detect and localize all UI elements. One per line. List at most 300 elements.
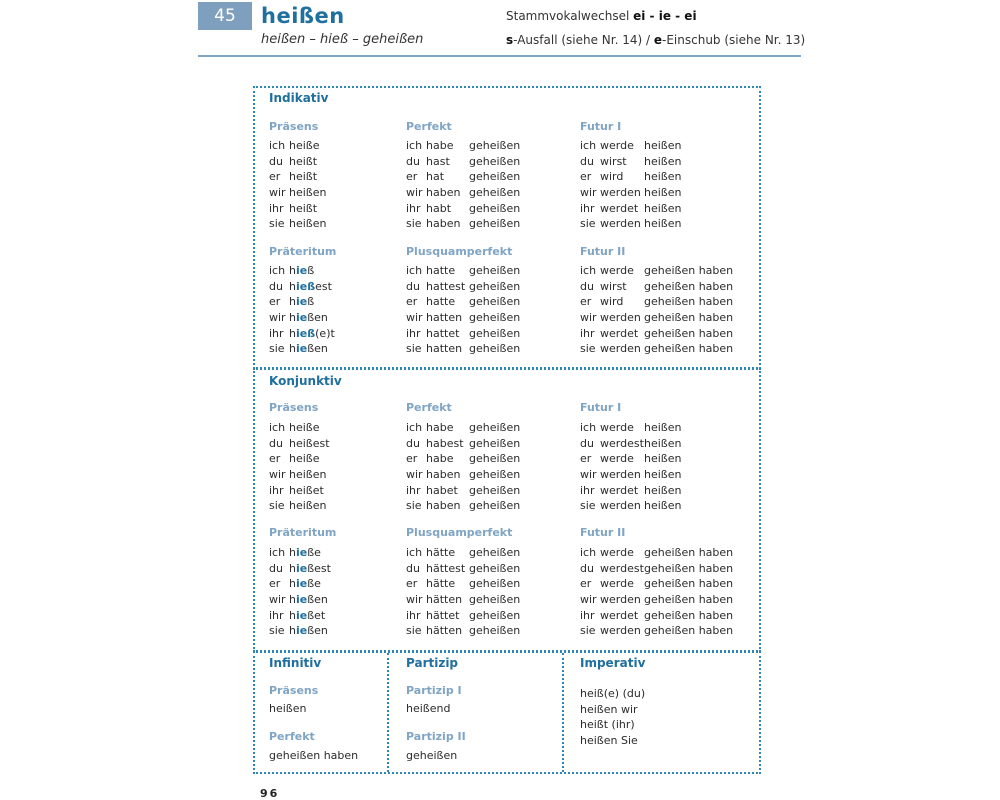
pronoun: sie <box>269 499 285 513</box>
verb-ending: ßet <box>307 608 326 622</box>
participle-form: geheißen haben <box>644 624 734 638</box>
pronoun: wir <box>269 311 286 325</box>
auxiliary-verb: haben <box>426 468 461 482</box>
conjugation-row <box>406 545 520 561</box>
participle-form: geheißen <box>469 326 521 340</box>
auxiliary-verb: hatten <box>426 342 463 356</box>
pronoun: ihr <box>580 326 595 340</box>
pronoun: wir <box>406 186 423 200</box>
pronoun: wir <box>406 468 423 482</box>
pronoun: ihr <box>269 201 284 215</box>
conjugation-row: heißt (ihr) <box>580 718 635 732</box>
vowel-change-highlight: ieß <box>295 279 316 293</box>
auxiliary-verb: habt <box>426 201 452 215</box>
verb-form: heißen <box>289 499 327 513</box>
pronoun: ich <box>580 421 597 434</box>
stem-change-note <box>506 9 697 23</box>
pronoun: ich <box>580 264 597 277</box>
auxiliary-verb: hätte <box>426 577 456 591</box>
conjugation-row <box>269 279 335 295</box>
auxiliary-verb: habest <box>426 436 464 450</box>
conjugation-row <box>406 576 520 592</box>
auxiliary-verb: werde <box>600 264 634 277</box>
pronoun: sie <box>406 217 422 231</box>
verb-stem: h <box>289 326 296 340</box>
verb-form: heißen <box>289 217 327 231</box>
pronoun: ich <box>406 546 423 559</box>
konj-praesens-title: Präsens <box>269 401 319 414</box>
participle-form: geheißen <box>469 170 521 184</box>
pronoun: er <box>406 577 418 591</box>
conjugation-row <box>406 169 520 185</box>
pronoun: ich <box>406 139 423 152</box>
verb-ending: ßen <box>307 311 328 325</box>
auxiliary-verb: hätte <box>426 546 456 559</box>
participle-form: geheißen <box>469 421 521 434</box>
conjugation-row <box>580 201 681 217</box>
verb-stem: h <box>289 577 296 591</box>
auxiliary-verb: wird <box>600 170 624 184</box>
indikativ-title: Indikativ <box>269 91 329 105</box>
auxiliary-verb: werden <box>600 217 641 231</box>
pronoun: sie <box>406 342 422 356</box>
conjugation-row <box>406 483 520 499</box>
partizip2-value: geheißen <box>406 749 458 762</box>
participle-form: heißen <box>644 201 682 215</box>
inf-perfekt-title: Perfekt <box>269 730 315 743</box>
participle-form: geheißen haben <box>644 577 734 591</box>
inf-praesens-value: heißen <box>269 702 307 715</box>
conjugation-row <box>406 467 520 483</box>
conjugation-row <box>406 263 520 279</box>
pronoun: wir <box>580 593 597 607</box>
conjugation-row <box>580 498 681 514</box>
vowel-change-highlight: ie <box>295 295 308 309</box>
auxiliary-verb: hättet <box>426 608 460 622</box>
auxiliary-verb: haben <box>426 186 461 200</box>
forms-section <box>253 651 761 774</box>
pronoun: sie <box>269 342 285 356</box>
pronoun: du <box>406 154 420 168</box>
pronoun: sie <box>406 499 422 513</box>
pronoun: er <box>406 170 418 184</box>
auxiliary-verb: hast <box>426 154 450 168</box>
vowel-change-highlight: ie <box>295 624 308 638</box>
konjunktiv-section <box>253 368 761 652</box>
pronoun: ich <box>269 139 286 152</box>
pronoun: du <box>580 561 594 575</box>
conjugation-row <box>269 576 331 592</box>
verb-ending: ßen <box>307 624 328 638</box>
ind-praeteritum-title: Präteritum <box>269 245 337 258</box>
conjugation-row <box>406 592 520 608</box>
vowel-change-highlight: ie <box>295 577 308 591</box>
auxiliary-verb: werdest <box>600 436 644 450</box>
vowel-change-highlight: ie <box>295 561 308 575</box>
conjugation-row <box>269 498 330 514</box>
participle-form: geheißen <box>469 217 521 231</box>
conjugation-row <box>580 294 733 310</box>
auxiliary-verb: habe <box>426 139 454 152</box>
principal-parts: heißen – hieß – geheißen <box>261 32 424 47</box>
pronoun: er <box>580 452 592 466</box>
auxiliary-verb: habet <box>426 483 458 497</box>
participle-form: geheißen <box>469 154 521 168</box>
ind-praesens-list <box>269 138 326 232</box>
conjugation-row <box>580 279 733 295</box>
ind-futur2-list <box>580 263 733 357</box>
participle-form: geheißen <box>469 295 521 309</box>
note-text-1: -Ausfall (siehe Nr. 14) / <box>513 33 654 47</box>
verb-ending: est <box>315 279 332 293</box>
ind-plusquamperfekt-title: Plusquamperfekt <box>406 245 513 258</box>
conjugation-row <box>580 310 733 326</box>
participle-form: heißen <box>644 499 682 513</box>
auxiliary-verb: werde <box>600 421 634 434</box>
pronoun: er <box>269 577 281 591</box>
participle-form: heißen <box>644 452 682 466</box>
pronoun: du <box>269 436 283 450</box>
ind-perfekt-title: Perfekt <box>406 120 452 133</box>
participle-form: geheißen <box>469 499 521 513</box>
participle-form: geheißen <box>469 593 521 607</box>
verb-form: heißen <box>289 186 327 200</box>
conjugation-row <box>580 216 681 232</box>
pronoun: wir <box>269 468 286 482</box>
conjugation-row <box>269 341 335 357</box>
divider-2 <box>562 653 564 772</box>
pronoun: er <box>406 452 418 466</box>
participle-form: geheißen haben <box>644 593 734 607</box>
conjugation-row <box>269 545 331 561</box>
pronoun: du <box>406 561 420 575</box>
conjugation-row <box>406 201 520 217</box>
conjugation-row <box>406 138 520 154</box>
participle-form: geheißen <box>469 279 521 293</box>
pronoun: du <box>269 561 283 575</box>
participle-form: geheißen <box>469 608 521 622</box>
auxiliary-verb: werden <box>600 593 641 607</box>
verb-ending: ße <box>307 546 321 559</box>
participle-form: heißen <box>644 436 682 450</box>
verb-ending: ße <box>307 577 321 591</box>
participle-form: heißen <box>644 217 682 231</box>
vowel-change-highlight: ie <box>295 608 308 622</box>
pronoun: sie <box>580 624 596 638</box>
pronoun: er <box>580 170 592 184</box>
participle-form: heißen <box>644 139 682 152</box>
konjunktiv-title: Konjunktiv <box>269 374 342 388</box>
conjugation-row <box>580 545 733 561</box>
auxiliary-verb: hattest <box>426 279 466 293</box>
conjugation-row <box>580 436 681 452</box>
conjugation-row <box>269 185 326 201</box>
verb-form: heißen <box>289 468 327 482</box>
auxiliary-verb: werden <box>600 311 641 325</box>
verb-ending: ßen <box>307 342 328 356</box>
conjugation-row <box>580 341 733 357</box>
pronoun: wir <box>269 593 286 607</box>
conjugation-row <box>269 310 335 326</box>
participle-form: heißen <box>644 170 682 184</box>
participle-form: geheißen <box>469 452 521 466</box>
participle-form: geheißen <box>469 468 521 482</box>
conjugation-row <box>269 169 326 185</box>
pronoun: wir <box>406 593 423 607</box>
pronoun: ich <box>269 264 286 277</box>
conjugation-row <box>269 592 331 608</box>
auxiliary-verb: wirst <box>600 154 627 168</box>
participle-form: heißen <box>644 186 682 200</box>
conjugation-row <box>580 561 733 577</box>
conjugation-row <box>406 154 520 170</box>
konj-futur1-list <box>580 420 681 514</box>
conjugation-row: heiß(e) (du) <box>580 687 646 700</box>
participle-form: geheißen <box>469 624 521 638</box>
auxiliary-verb: werdet <box>600 483 639 497</box>
ind-plusquamperfekt-list <box>406 263 520 357</box>
indikativ-section <box>253 86 761 369</box>
participle-form: geheißen <box>469 342 521 356</box>
auxiliary-verb: haben <box>426 499 461 513</box>
participle-form: heißen <box>644 483 682 497</box>
inf-praesens-title: Präsens <box>269 684 319 697</box>
participle-form: geheißen haben <box>644 546 734 559</box>
conjugation-row <box>580 467 681 483</box>
konj-futur1-title: Futur I <box>580 401 622 414</box>
conjugation-row <box>580 451 681 467</box>
pronoun: ihr <box>269 326 284 340</box>
pronoun: er <box>580 295 592 309</box>
conjugation-row <box>269 201 326 217</box>
verb-form: heißest <box>289 436 330 450</box>
konj-praeteritum-list <box>269 545 331 639</box>
conjugation-row <box>580 483 681 499</box>
vowel-change-highlight: ieß <box>295 326 316 340</box>
pronoun: ich <box>580 139 597 152</box>
auxiliary-verb: werdet <box>600 201 639 215</box>
auxiliary-verb: werdet <box>600 326 639 340</box>
pronoun: ich <box>580 546 597 559</box>
pronoun: er <box>269 452 281 466</box>
conjugation-row <box>406 279 520 295</box>
participle-form: geheißen haben <box>644 608 734 622</box>
auxiliary-verb: werde <box>600 546 634 559</box>
auxiliary-verb: wird <box>600 295 624 309</box>
pronoun: ihr <box>580 483 595 497</box>
partizip-title: Partizip <box>406 656 459 670</box>
pronoun: du <box>269 279 283 293</box>
conjugation-row <box>269 294 335 310</box>
pronoun: du <box>580 436 594 450</box>
conjugation-row <box>406 623 520 639</box>
spelling-note <box>506 33 805 47</box>
imperativ-title: Imperativ <box>580 656 646 670</box>
auxiliary-verb: haben <box>426 217 461 231</box>
conjugation-row <box>269 467 330 483</box>
verb-form: heißt <box>289 201 318 215</box>
konj-perfekt-title: Perfekt <box>406 401 452 414</box>
conjugation-row <box>580 263 733 279</box>
verb-ending: (e)t <box>315 326 335 340</box>
pronoun: sie <box>580 499 596 513</box>
pronoun: ihr <box>580 201 595 215</box>
conjugation-row <box>406 436 520 452</box>
conjugation-row <box>269 561 331 577</box>
conjugation-row <box>406 294 520 310</box>
verb-stem: h <box>289 546 296 559</box>
partizip1-value: heißend <box>406 702 451 715</box>
conjugation-row <box>269 608 331 624</box>
pronoun: wir <box>580 311 597 325</box>
conjugation-row <box>269 420 330 436</box>
participle-form: heißen <box>644 468 682 482</box>
note-text-2: -Einschub (siehe Nr. 13) <box>662 33 806 47</box>
ind-perfekt-list <box>406 138 520 232</box>
auxiliary-verb: hat <box>426 170 445 184</box>
conjugation-row <box>580 138 681 154</box>
vowel-change-highlight: ie <box>295 311 308 325</box>
auxiliary-verb: werdet <box>600 608 639 622</box>
verb-stem: h <box>289 279 296 293</box>
konj-futur2-title: Futur II <box>580 526 626 539</box>
conjugation-row <box>406 216 520 232</box>
partizip1-title: Partizip I <box>406 684 462 697</box>
participle-form: heißen <box>644 421 682 434</box>
note-e: e <box>653 33 663 47</box>
pronoun: wir <box>406 311 423 325</box>
pronoun: er <box>269 170 281 184</box>
vowel-change-highlight: ie <box>295 593 308 607</box>
conjugation-row <box>580 592 733 608</box>
conjugation-row <box>269 483 330 499</box>
participle-form: geheißen <box>469 546 521 559</box>
conjugation-row <box>580 608 733 624</box>
infinitiv-title: Infinitiv <box>269 656 322 670</box>
conjugation-row <box>580 326 733 342</box>
participle-form: geheißen <box>469 201 521 215</box>
auxiliary-verb: hättest <box>426 561 466 575</box>
conjugation-row <box>406 451 520 467</box>
stem-change-label: Stammvokalwechsel <box>506 9 630 23</box>
conjugation-row <box>406 326 520 342</box>
pronoun: ihr <box>406 326 421 340</box>
pronoun: ihr <box>406 608 421 622</box>
pronoun: wir <box>269 186 286 200</box>
participle-form: geheißen <box>469 186 521 200</box>
konj-perfekt-list <box>406 420 520 514</box>
auxiliary-verb: werde <box>600 139 634 152</box>
conjugation-row <box>580 185 681 201</box>
ind-praesens-title: Präsens <box>269 120 319 133</box>
pronoun: er <box>406 295 418 309</box>
verb-stem: h <box>289 624 296 638</box>
auxiliary-verb: hatte <box>426 264 456 277</box>
verb-form: heißt <box>289 170 318 184</box>
pronoun: du <box>580 154 594 168</box>
auxiliary-verb: werde <box>600 577 634 591</box>
pronoun: du <box>406 279 420 293</box>
conjugation-row <box>580 623 733 639</box>
verb-ending: ß <box>307 264 315 277</box>
conjugation-row <box>269 154 326 170</box>
participle-form: geheißen haben <box>644 342 734 356</box>
imperativ-list <box>580 686 645 749</box>
conjugation-row: heißen Sie <box>580 734 638 748</box>
participle-form: geheißen <box>469 483 521 497</box>
verb-form: heißet <box>289 483 324 497</box>
conjugation-row <box>406 561 520 577</box>
conjugation-row <box>269 263 335 279</box>
conjugation-row <box>406 498 520 514</box>
participle-form: geheißen haben <box>644 279 734 293</box>
pronoun: du <box>406 436 420 450</box>
conjugation-row <box>269 216 326 232</box>
participle-form: geheißen <box>469 577 521 591</box>
auxiliary-verb: habe <box>426 421 454 434</box>
ind-futur1-title: Futur I <box>580 120 622 133</box>
auxiliary-verb: wirst <box>600 279 627 293</box>
participle-form: geheißen haben <box>644 561 734 575</box>
pronoun: ihr <box>580 608 595 622</box>
verb-stem: h <box>289 608 296 622</box>
auxiliary-verb: hatte <box>426 295 456 309</box>
verb-ending: ß <box>307 295 315 309</box>
auxiliary-verb: habe <box>426 452 454 466</box>
pronoun: er <box>269 295 281 309</box>
participle-form: geheißen <box>469 139 521 152</box>
conjugation-row <box>406 185 520 201</box>
participle-form: geheißen haben <box>644 311 734 325</box>
participle-form: geheißen <box>469 311 521 325</box>
auxiliary-verb: hatten <box>426 311 463 325</box>
conjugation-row: heißen wir <box>580 702 638 716</box>
pronoun: sie <box>269 624 285 638</box>
pronoun: ihr <box>269 483 284 497</box>
verb-stem: h <box>289 593 296 607</box>
conjugation-row <box>580 420 681 436</box>
auxiliary-verb: werden <box>600 468 641 482</box>
auxiliary-verb: hätten <box>426 624 463 638</box>
pronoun: ihr <box>406 483 421 497</box>
verb-stem: h <box>289 264 296 277</box>
verb-title: heißen <box>261 4 345 28</box>
verb-form: heiße <box>289 452 320 466</box>
participle-form: geheißen haben <box>644 295 734 309</box>
pronoun: sie <box>269 217 285 231</box>
participle-form: geheißen <box>469 436 521 450</box>
participle-form: geheißen <box>469 264 521 277</box>
pronoun: du <box>580 279 594 293</box>
conjugation-row <box>580 576 733 592</box>
auxiliary-verb: werden <box>600 342 641 356</box>
auxiliary-verb: hattet <box>426 326 460 340</box>
verb-ending: ßest <box>307 561 331 575</box>
pronoun: ich <box>406 421 423 434</box>
verb-stem: h <box>289 561 296 575</box>
participle-form: heißen <box>644 154 682 168</box>
verb-form: heißt <box>289 154 318 168</box>
page-number: 96 <box>260 787 280 800</box>
pronoun: du <box>269 154 283 168</box>
conjugation-row <box>269 138 326 154</box>
vowel-change-highlight: ie <box>295 546 308 559</box>
pronoun: ihr <box>269 608 284 622</box>
participle-form: geheißen haben <box>644 326 734 340</box>
auxiliary-verb: werde <box>600 452 634 466</box>
pronoun: wir <box>580 468 597 482</box>
conjugation-row <box>269 436 330 452</box>
